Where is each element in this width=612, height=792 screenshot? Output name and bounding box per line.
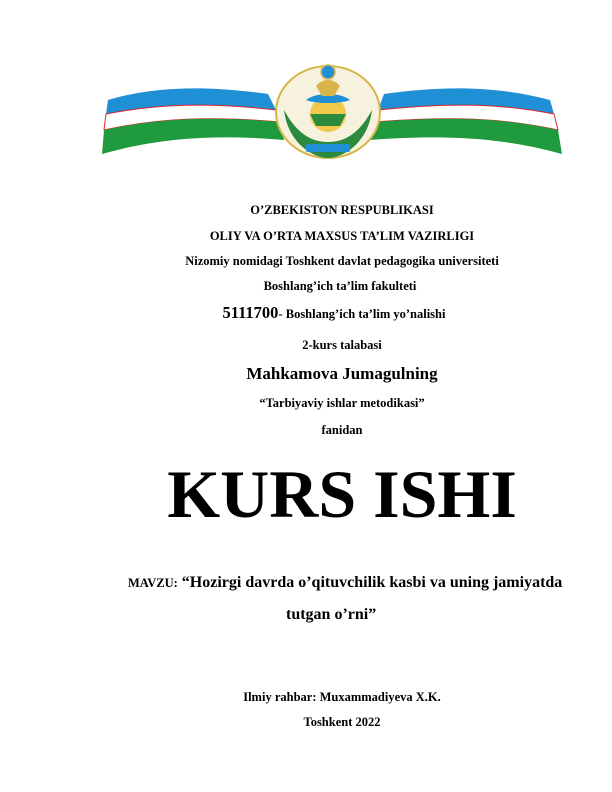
flag-emblem-banner <box>88 52 574 164</box>
faculty-name: Boshlang’ich ta’lim fakulteti <box>263 279 417 293</box>
subject-name: “Tarbiyaviy ishlar metodikasi” <box>259 396 425 410</box>
topic-line-1 <box>128 574 562 592</box>
university-name: Nizomiy nomidagi Toshkent davlat pedagogika universiteti <box>185 254 499 268</box>
state-emblem-icon <box>276 65 380 158</box>
left-flag-icon <box>102 88 284 154</box>
topic-text-2: tutgan o’rni” <box>286 606 377 623</box>
city-year: Toshkent 2022 <box>303 715 381 729</box>
program-name: - Boshlang’ich ta’lim yo’nalishi <box>278 307 446 321</box>
right-flag-icon <box>370 88 562 154</box>
student-name: Mahkamova Jumagulning <box>246 364 438 383</box>
topic-label: MAVZU: <box>128 576 178 590</box>
program-line <box>28 303 612 323</box>
topic-text-1: “Hozirgi davrda o’qituvchilik kasbi va uning jamiyatda <box>177 574 563 591</box>
ministry-heading: OLIY VA O’RTA MAXSUS TA’LIM VAZIRLIGI <box>209 229 475 243</box>
document-title: KURS ISHI <box>167 456 517 532</box>
subject-suffix: fanidan <box>321 423 363 437</box>
supervisor-line: Ilmiy rahbar: Muxammadiyeva X.K. <box>243 690 441 704</box>
course-line: 2-kurs talabasi <box>302 338 382 352</box>
program-code: 5111700 <box>222 303 279 322</box>
republic-heading: O’ZBEKISTON RESPUBLIKASI <box>250 203 434 217</box>
